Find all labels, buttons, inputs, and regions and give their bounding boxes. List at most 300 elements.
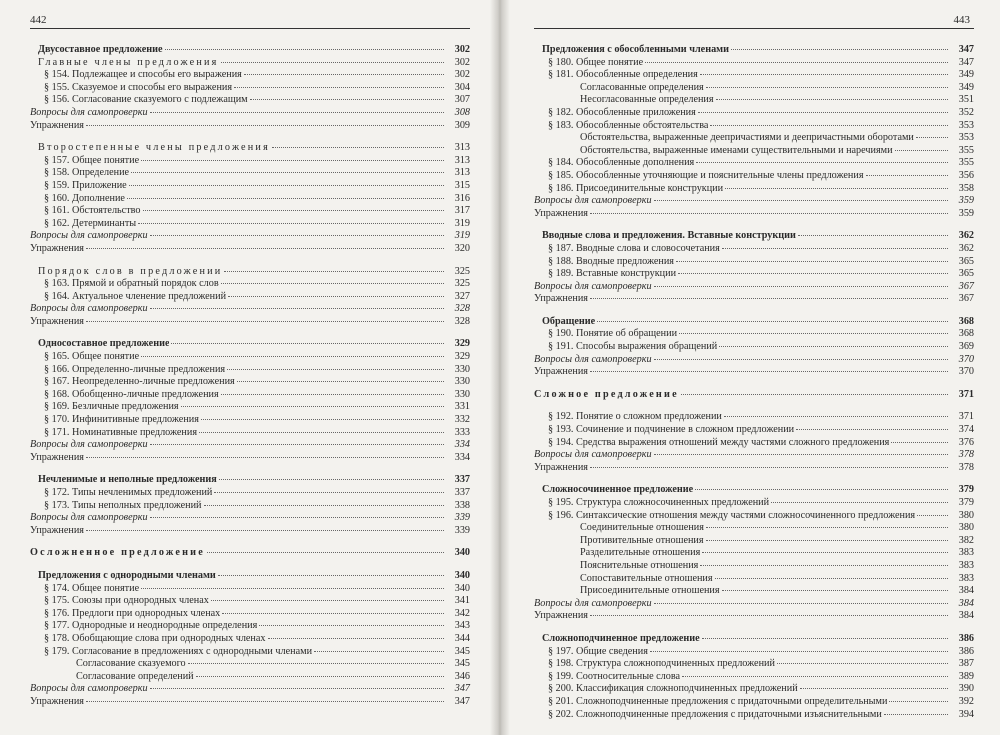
toc-entry[interactable] [534, 585, 974, 598]
toc-entry-page: 347 [454, 695, 470, 707]
dot-leader [796, 429, 948, 430]
toc-entry[interactable] [30, 351, 470, 364]
toc-entry[interactable] [534, 341, 974, 354]
toc-entry[interactable] [30, 364, 470, 377]
toc-entry-title: Упражнения [534, 207, 588, 219]
toc-entry-title: Упражнения [30, 119, 84, 131]
toc-entry[interactable] [30, 646, 470, 659]
section-gap [534, 474, 974, 484]
toc-entry-page: 325 [454, 278, 470, 290]
toc-entry[interactable] [30, 547, 470, 560]
dot-leader [679, 333, 948, 334]
toc-entry-title: Главные члены предложения [38, 56, 219, 68]
toc-entry-page: 378 [958, 461, 974, 473]
dot-leader [228, 296, 444, 297]
toc-entry-page: 355 [958, 144, 974, 156]
toc-entry[interactable] [30, 608, 470, 621]
toc-entry-title: Односоставное предложение [38, 338, 170, 350]
toc-entry-title: Вопросы для самопроверки [30, 683, 148, 695]
toc-entry[interactable] [30, 193, 470, 206]
dot-leader [150, 444, 444, 445]
toc-entry-title: § 185. Обособленные уточняющие и пояснительные члены предложения [548, 169, 864, 181]
toc-entry-title: Упражнения [534, 366, 588, 378]
toc-entry[interactable] [30, 376, 470, 389]
toc-entry-page: 325 [454, 265, 470, 277]
toc-entry-page: 338 [454, 499, 470, 511]
dot-leader [86, 457, 444, 458]
toc-entry[interactable] [30, 57, 470, 70]
toc-entry[interactable] [30, 69, 470, 82]
toc-entry-page: 386 [958, 632, 974, 644]
toc-entry-title: § 198. Структура сложноподчиненных предложений [548, 658, 775, 670]
toc-entry[interactable] [534, 94, 974, 107]
toc-entry[interactable] [30, 94, 470, 107]
dot-leader [141, 356, 444, 357]
toc-entry[interactable] [30, 155, 470, 168]
toc-entry-title: § 154. Подлежащее и способы его выражения [44, 69, 242, 81]
section-gap [534, 306, 974, 316]
toc-entry-page: 328 [454, 303, 470, 315]
toc-entry[interactable] [534, 57, 974, 70]
dot-leader [706, 87, 948, 88]
toc-entry-title: § 192. Понятие о сложном предложении [548, 411, 722, 423]
toc-entry[interactable] [30, 671, 470, 684]
toc-entry[interactable] [30, 44, 470, 57]
toc-entry[interactable] [534, 195, 974, 208]
toc-entry[interactable] [534, 69, 974, 82]
toc-entry-page: 342 [454, 607, 470, 619]
toc-entry[interactable] [30, 167, 470, 180]
toc-entry-page: 340 [454, 547, 470, 559]
header-rule [534, 28, 974, 29]
toc-entry[interactable] [30, 243, 470, 256]
toc-entry[interactable] [534, 424, 974, 437]
toc-entry-page: 358 [958, 182, 974, 194]
toc-entry-page: 380 [958, 509, 974, 521]
toc-entry-title: Осложненное предложение [30, 547, 205, 559]
toc-entry-page: 368 [958, 328, 974, 340]
dot-leader [891, 442, 948, 443]
toc-entry-title: § 175. Союзы при однородных членах [44, 595, 209, 607]
toc-entry-page: 370 [958, 366, 974, 378]
toc-entry-title: Сложноподчиненное предложение [542, 632, 700, 644]
toc-entry[interactable] [534, 633, 974, 646]
toc-entry-page: 383 [958, 572, 974, 584]
toc-entry[interactable] [534, 44, 974, 57]
toc-entry-page: 341 [454, 595, 470, 607]
toc-entry-title: § 183. Обособленные обстоятельства [548, 119, 709, 131]
toc-entry-title: Обстоятельства, выраженные именами существительными и наречиями [580, 144, 893, 156]
toc-entry[interactable] [534, 598, 974, 611]
dot-leader [211, 600, 444, 601]
toc-entry[interactable] [30, 278, 470, 291]
table-of-contents-right [534, 44, 974, 721]
toc-entry[interactable] [534, 658, 974, 671]
right-page-number: 443 [953, 14, 970, 26]
dot-leader [597, 321, 948, 322]
toc-entry-title: § 177. Однородные и неоднородные определения [44, 620, 258, 632]
dot-leader [221, 62, 444, 63]
toc-entry[interactable] [534, 120, 974, 133]
toc-entry-page: 368 [958, 315, 974, 327]
toc-entry[interactable] [534, 610, 974, 623]
toc-entry-title: § 194. Средства выражения отношений между частями сложного предложения [548, 436, 890, 448]
dot-leader [777, 663, 948, 664]
toc-entry[interactable] [534, 316, 974, 329]
dot-leader [654, 359, 948, 360]
toc-entry-page: 309 [454, 119, 470, 131]
dot-leader [698, 112, 948, 113]
toc-entry-page: 349 [958, 69, 974, 81]
toc-entry-page: 365 [958, 268, 974, 280]
toc-entry[interactable] [534, 683, 974, 696]
toc-entry[interactable] [534, 293, 974, 306]
toc-entry-page: 384 [958, 585, 974, 597]
toc-entry[interactable] [30, 427, 470, 440]
toc-entry-page: 369 [958, 341, 974, 353]
toc-entry-title: Разделительные отношения [580, 547, 701, 559]
toc-entry-page: 339 [454, 512, 470, 524]
section-gap [30, 132, 470, 142]
toc-entry[interactable] [30, 474, 470, 487]
toc-entry[interactable] [534, 646, 974, 659]
toc-entry[interactable] [534, 573, 974, 586]
toc-entry-page: 313 [454, 142, 470, 154]
dot-leader [150, 688, 444, 689]
toc-entry-page: 317 [454, 205, 470, 217]
toc-entry[interactable] [534, 157, 974, 170]
dot-leader [141, 160, 444, 161]
toc-entry[interactable] [534, 256, 974, 269]
toc-entry[interactable] [30, 82, 470, 95]
header-rule [30, 28, 470, 29]
dot-leader [150, 517, 444, 518]
toc-entry-title: Двусоставное предложение [38, 44, 163, 55]
toc-entry[interactable] [30, 266, 470, 279]
toc-entry[interactable] [30, 633, 470, 646]
dot-leader [895, 150, 948, 151]
dot-leader [138, 223, 444, 224]
dot-leader [700, 565, 948, 566]
toc-entry-page: 382 [958, 534, 974, 546]
dot-leader [889, 701, 948, 702]
toc-entry-page: 359 [958, 195, 974, 207]
toc-entry[interactable] [30, 291, 470, 304]
toc-entry-page: 308 [454, 106, 470, 118]
toc-entry-title: Упражнения [30, 524, 84, 536]
dot-leader [222, 613, 444, 614]
section-gap [30, 560, 470, 570]
toc-entry[interactable] [534, 462, 974, 475]
toc-entry-title: § 167. Неопределенно-личные предложения [44, 376, 235, 388]
dot-leader [800, 688, 948, 689]
toc-entry-title: § 159. Приложение [44, 179, 127, 191]
toc-entry-title: Сложносочиненное предложение [542, 484, 694, 496]
toc-entry-title: § 166. Определенно-личные предложения [44, 363, 226, 375]
toc-entry[interactable] [30, 180, 470, 193]
toc-entry-page: 355 [958, 157, 974, 169]
dot-leader [719, 346, 948, 347]
toc-entry-title: Вопросы для самопроверки [534, 280, 652, 292]
toc-entry[interactable] [30, 401, 470, 414]
toc-entry-title: § 163. Прямой и обратный порядок слов [44, 278, 219, 290]
toc-entry-title: § 199. Соотносительные слова [548, 670, 681, 682]
dot-leader [590, 615, 948, 616]
toc-entry[interactable] [30, 658, 470, 671]
toc-entry-title: Присоединительные отношения [580, 585, 720, 597]
toc-entry-title: § 189. Вставные конструкции [548, 268, 677, 280]
dot-leader [724, 416, 948, 417]
toc-entry[interactable] [534, 107, 974, 120]
left-page-number: 442 [30, 14, 47, 26]
toc-entry-page: 302 [454, 56, 470, 68]
toc-entry-page: 351 [958, 94, 974, 106]
toc-entry[interactable] [534, 354, 974, 367]
toc-entry-title: § 160. Дополнение [44, 192, 125, 204]
toc-entry-title: § 176. Предлоги при однородных членах [44, 607, 221, 619]
dot-leader [131, 172, 444, 173]
toc-entry-title: Обращение [542, 315, 596, 327]
dot-leader [188, 663, 444, 664]
toc-entry-page: 332 [454, 414, 470, 426]
toc-entry-page: 379 [958, 497, 974, 508]
toc-entry-title: Соединительные отношения [580, 522, 704, 534]
toc-entry-page: 356 [958, 169, 974, 181]
toc-entry[interactable] [30, 525, 470, 538]
toc-entry[interactable] [534, 484, 974, 497]
dot-leader [129, 185, 444, 186]
dot-leader [219, 479, 444, 480]
toc-entry-page: 359 [958, 207, 974, 219]
toc-entry-page: 334 [454, 439, 470, 451]
toc-entry[interactable] [30, 512, 470, 525]
toc-entry[interactable] [30, 500, 470, 513]
toc-entry-page: 365 [958, 255, 974, 267]
toc-entry[interactable] [30, 414, 470, 427]
toc-entry[interactable] [534, 132, 974, 145]
dot-leader [696, 162, 948, 163]
dot-leader [710, 125, 948, 126]
toc-entry[interactable] [30, 696, 470, 709]
toc-entry-title: § 178. Обобщающие слова при однородных членах [44, 632, 266, 644]
dot-leader [682, 676, 948, 677]
dot-leader [227, 369, 444, 370]
toc-entry[interactable] [534, 230, 974, 243]
toc-entry-page: 347 [958, 56, 974, 68]
toc-entry[interactable] [534, 366, 974, 379]
toc-entry-page: 367 [958, 280, 974, 292]
toc-entry-title: § 190. Понятие об обращении [548, 328, 678, 340]
toc-entry[interactable] [534, 535, 974, 548]
toc-entry[interactable] [534, 328, 974, 341]
toc-entry-page: 353 [958, 132, 974, 144]
dot-leader [86, 125, 444, 126]
dot-leader [654, 200, 948, 201]
toc-entry-page: 383 [958, 547, 974, 559]
toc-entry-title: § 172. Типы нечленимых предложений [44, 487, 213, 498]
dot-leader [716, 99, 948, 100]
toc-entry[interactable] [30, 316, 470, 329]
toc-entry[interactable] [534, 449, 974, 462]
toc-entry[interactable] [30, 452, 470, 465]
dot-leader [259, 625, 444, 626]
toc-entry-page: 340 [454, 569, 470, 581]
toc-entry-title: Вопросы для самопроверки [534, 353, 652, 365]
toc-entry-page: 327 [454, 290, 470, 302]
toc-entry-title: Несогласованные определения [580, 94, 714, 106]
toc-entry[interactable] [30, 230, 470, 243]
toc-entry-page: 384 [958, 597, 974, 609]
toc-entry-title: Упражнения [30, 242, 84, 254]
section-gap [30, 256, 470, 266]
toc-entry-title: Согласованные определения [580, 81, 704, 93]
toc-entry-page: 371 [958, 388, 974, 400]
toc-entry-title: Пояснительные отношения [580, 559, 699, 571]
toc-entry[interactable] [30, 570, 470, 583]
toc-entry[interactable] [30, 338, 470, 351]
toc-entry[interactable] [30, 595, 470, 608]
toc-entry-page: 328 [454, 315, 470, 327]
dot-leader [244, 74, 444, 75]
dot-leader [645, 62, 948, 63]
section-gap [30, 464, 470, 474]
toc-entry[interactable] [30, 303, 470, 316]
toc-entry[interactable] [534, 170, 974, 183]
toc-entry-page: 347 [958, 44, 974, 55]
dot-leader [143, 210, 445, 211]
toc-entry[interactable] [534, 268, 974, 281]
dot-leader [725, 188, 948, 189]
toc-entry-title: Вопросы для самопроверки [534, 449, 652, 461]
toc-entry-title: Порядок слов в предложении [38, 265, 223, 277]
toc-entry-title: Вопросы для самопроверки [534, 597, 652, 609]
toc-entry-page: 345 [454, 658, 470, 670]
toc-entry-title: Сопоставительные отношения [580, 572, 713, 584]
toc-entry[interactable] [30, 142, 470, 155]
toc-entry-page: 343 [454, 620, 470, 632]
toc-entry-title: § 201. Сложноподчиненные предложения с придаточными определительными [548, 695, 888, 707]
toc-entry[interactable] [30, 205, 470, 218]
toc-entry[interactable] [534, 411, 974, 424]
toc-entry-title: § 171. Номинативные предложения [44, 426, 198, 438]
toc-entry-title: Вопросы для самопроверки [30, 439, 148, 451]
dot-leader [706, 527, 948, 528]
dot-leader [171, 343, 444, 344]
toc-entry-title: Упражнения [30, 315, 84, 327]
toc-entry[interactable] [30, 620, 470, 633]
toc-entry-title: Нечленимые и неполные предложения [38, 474, 217, 486]
toc-entry-title: § 173. Типы неполных предложений [44, 499, 202, 511]
toc-entry[interactable] [534, 145, 974, 158]
toc-entry[interactable] [534, 510, 974, 523]
toc-entry[interactable] [30, 583, 470, 596]
toc-entry-title: § 156. Согласование сказуемого с подлежащим [44, 94, 248, 106]
toc-entry-page: 337 [454, 474, 470, 486]
toc-entry[interactable] [534, 183, 974, 196]
toc-entry-page: 380 [958, 522, 974, 534]
toc-entry-page: 334 [454, 451, 470, 463]
toc-entry[interactable] [30, 487, 470, 500]
dot-leader [268, 638, 444, 639]
dot-leader [165, 49, 444, 50]
toc-entry[interactable] [534, 243, 974, 256]
toc-entry-title: § 165. Общее понятие [44, 351, 140, 363]
dot-leader [204, 505, 444, 506]
dot-leader [86, 248, 444, 249]
toc-entry[interactable] [30, 107, 470, 120]
toc-entry-title: § 182. Обособленные приложения [548, 106, 696, 118]
dot-leader [700, 74, 948, 75]
toc-entry-page: 374 [958, 424, 974, 436]
toc-entry[interactable] [30, 683, 470, 696]
toc-entry-title: Обстоятельства, выраженные деепричастиями и деепричастными оборотами [580, 132, 914, 144]
dot-leader [798, 235, 948, 236]
toc-entry[interactable] [30, 120, 470, 133]
toc-entry[interactable] [534, 671, 974, 684]
dot-leader [150, 235, 444, 236]
dot-leader [884, 714, 948, 715]
dot-leader [702, 638, 948, 639]
dot-leader [590, 213, 948, 214]
toc-entry-page: 392 [958, 695, 974, 707]
toc-entry[interactable] [534, 437, 974, 450]
toc-entry[interactable] [534, 82, 974, 95]
toc-entry[interactable] [534, 560, 974, 573]
toc-entry[interactable] [534, 696, 974, 709]
section-gap [534, 401, 974, 411]
toc-entry[interactable] [534, 208, 974, 221]
toc-entry[interactable] [30, 439, 470, 452]
toc-entry-page: 313 [454, 167, 470, 179]
toc-entry-title: Вопросы для самопроверки [534, 195, 652, 207]
toc-entry-page: 384 [958, 610, 974, 622]
toc-entry-page: 340 [454, 582, 470, 594]
toc-entry[interactable] [534, 281, 974, 294]
dot-leader [150, 112, 444, 113]
toc-entry[interactable] [534, 497, 974, 510]
toc-entry[interactable] [534, 522, 974, 535]
toc-entry-title: § 187. Вводные слова и словосочетания [548, 242, 720, 254]
section-gap [534, 623, 974, 633]
dot-leader [141, 588, 444, 589]
toc-entry[interactable] [534, 709, 974, 722]
toc-entry-page: 379 [958, 484, 974, 496]
dot-leader [702, 552, 948, 553]
toc-entry-page: 378 [958, 449, 974, 461]
toc-entry[interactable] [534, 389, 974, 402]
dot-leader [731, 49, 948, 50]
dot-leader [654, 454, 948, 455]
toc-entry[interactable] [30, 218, 470, 231]
toc-entry-title: § 184. Обособленные дополнения [548, 157, 695, 169]
dot-leader [917, 515, 948, 516]
toc-entry-title: Вводные слова и предложения. Вставные конструкции [542, 230, 796, 242]
toc-entry-page: 344 [454, 632, 470, 644]
toc-entry-title: Противительные отношения [580, 534, 704, 546]
toc-entry-title: Вопросы для самопроверки [30, 512, 148, 524]
toc-entry[interactable] [30, 389, 470, 402]
dot-leader [218, 575, 444, 576]
toc-entry-page: 371 [958, 411, 974, 423]
dot-leader [221, 283, 444, 284]
toc-entry[interactable] [534, 547, 974, 560]
toc-entry-page: 315 [454, 179, 470, 191]
toc-entry-page: 330 [454, 376, 470, 388]
dot-leader [695, 489, 948, 490]
toc-entry-page: 352 [958, 106, 974, 118]
toc-entry-page: 329 [454, 351, 470, 363]
dot-leader [916, 137, 948, 138]
